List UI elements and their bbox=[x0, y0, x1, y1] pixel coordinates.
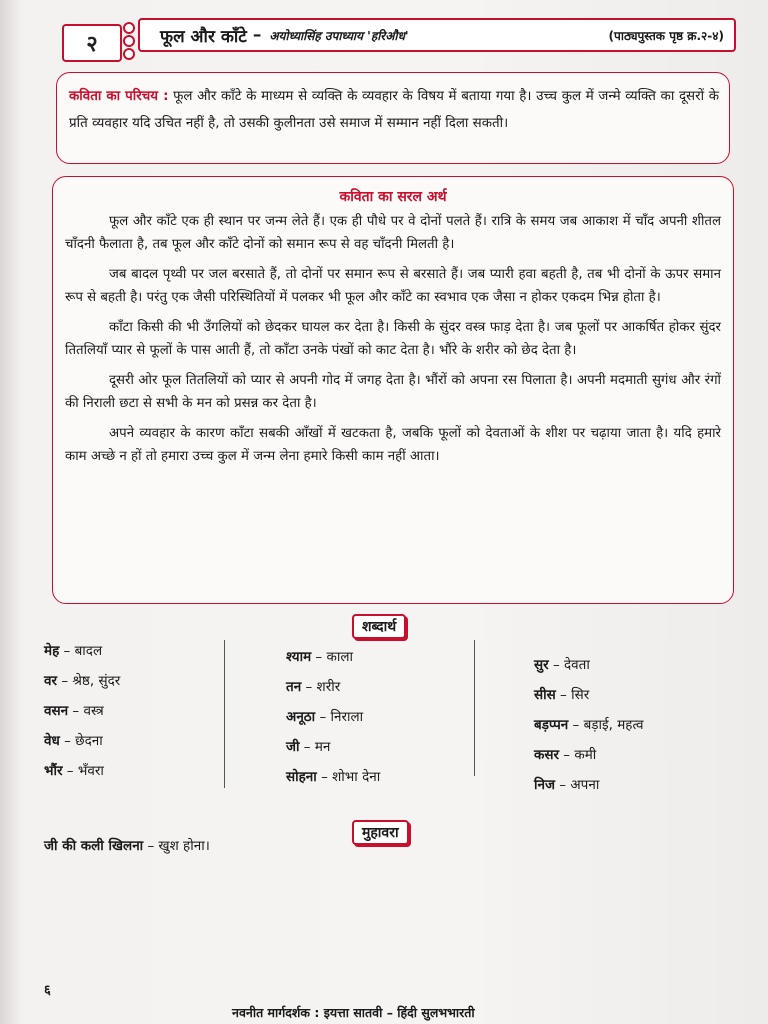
glossary-row: कसर – कमी bbox=[534, 747, 597, 763]
glossary-row: निज – अपना bbox=[534, 777, 600, 793]
glossary-row: भौंर – भँवरा bbox=[44, 763, 104, 779]
spiral-binding-icon bbox=[123, 22, 135, 60]
simple-meaning-box bbox=[52, 176, 734, 604]
glossary-row: मेह – बादल bbox=[44, 643, 103, 659]
lesson-number: २ bbox=[86, 32, 98, 57]
glossary-row: बड़प्पन – बड़ाई, महत्व bbox=[534, 717, 644, 733]
page-footer: नवनीत मार्गदर्शक : इयत्ता सातवी – हिंदी सुलभभारती bbox=[232, 1005, 475, 1020]
title-dash: – bbox=[252, 25, 262, 45]
intro-text: फूल और काँटे के माध्यम से व्यक्ति के व्यवहार के विषय में बताया गया है। उच्च कुल में जन्मे व्यक्ति का दूसरों के प्रति व्यवहार यदि उचित नहीं है, तो उसकी कुलीनता उसे समाज में सम्मान नहीं दिला सकती। bbox=[69, 89, 719, 131]
glossary-row: अनूठा – निराला bbox=[286, 709, 364, 725]
glossary-row: सीस – सिर bbox=[534, 687, 590, 703]
glossary-row: सोहना – शोभा देना bbox=[286, 769, 381, 785]
glossary-row: वसन – वस्त्र bbox=[44, 703, 104, 719]
textbook-reference: (पाठ्यपुस्तक पृष्ठ क्र.२-४) bbox=[608, 28, 724, 43]
intro-label: कविता का परिचय : bbox=[69, 89, 169, 104]
lesson-number-badge bbox=[62, 24, 122, 62]
meaning-paragraph: दूसरी ओर फूल तितलियों को प्यार से अपनी गोद में जगह देता है। भौंरों को अपना रस पिलाता है। अपनी मदमाती सुगंध और रंगों की निराली छटा से सभी के मन को प्रसन्न कर देता है। bbox=[65, 373, 721, 411]
poem-title: फूल और काँटे bbox=[160, 26, 247, 47]
glossary-row: वर – श्रेष्ठ, सुंदर bbox=[44, 673, 121, 689]
page-number: ६ bbox=[44, 983, 51, 998]
idiom-term: जी की कली खिलना bbox=[44, 838, 144, 854]
column-divider bbox=[474, 640, 475, 776]
glossary-row: जी – मन bbox=[286, 739, 331, 755]
column-divider bbox=[224, 640, 225, 788]
meaning-title: कविता का सरल अर्थ bbox=[339, 189, 447, 205]
idiom-heading: मुहावरा bbox=[352, 820, 409, 845]
glossary-row: सुर – देवता bbox=[534, 657, 590, 673]
idiom-meaning: खुश होना। bbox=[158, 838, 210, 854]
glossary-row: तन – शरीर bbox=[286, 679, 341, 695]
meaning-paragraph: अपने व्यवहार के कारण काँटा सबकी आँखों में खटकता है, जबकि फूलों को देवताओं के शीश पर चढ़ाया जाता है। यदि हमारे काम अच्छे न हों तो हमारा उच्च कुल में जन्म लेना हमारे किसी काम नहीं आता। bbox=[65, 426, 721, 464]
glossary-column-2 bbox=[286, 642, 380, 792]
title-bar bbox=[138, 18, 736, 52]
meaning-paragraph: जब बादल पृथ्वी पर जल बरसाते हैं, तो दोनों पर समान रूप से बरसाते हैं। जब प्यारी हवा बहती है, तब भी दोनों के ऊपर समान रूप से बहती है। परंतु एक जैसी परिस्थितियों में पलकर भी फूल और काँटे का स्वभाव एक जैसा न होकर एकदम भिन्न होता है। bbox=[65, 267, 721, 305]
glossary-row: श्याम – काला bbox=[286, 649, 353, 665]
meaning-paragraph: फूल और काँटे एक ही स्थान पर जन्म लेते हैं। एक ही पौधे पर वे दोनों पलते हैं। रात्रि के समय जब आकाश में चाँद अपनी शीतल चाँदनी फैलाता है, तब फूल और काँटे दोनों को समान रूप से वह चाँदनी मिलती है। bbox=[65, 214, 721, 252]
glossary-row: वेध – छेदना bbox=[44, 733, 103, 749]
glossary-column-3 bbox=[534, 650, 644, 800]
idiom-entry: जी की कली खिलना – खुश होना। bbox=[44, 838, 210, 854]
poem-author: अयोध्यासिंह उपाध्याय 'हरिऔध' bbox=[269, 28, 409, 43]
glossary-heading: शब्दार्थ bbox=[352, 614, 406, 639]
glossary-column-1 bbox=[44, 636, 120, 786]
meaning-paragraph: काँटा किसी की भी उँगलियों को छेदकर घायल कर देता है। किसी के सुंदर वस्त्र फाड़ देता है। जब फूलों पर आकर्षित होकर सुंदर तितलियाँ प्यार से फूलों के पास आती हैं, तो काँटा उनके पंखों को काट देता है। भौंरे के शरीर को छेद देता है। bbox=[65, 320, 721, 358]
poem-introduction-box bbox=[56, 72, 730, 164]
